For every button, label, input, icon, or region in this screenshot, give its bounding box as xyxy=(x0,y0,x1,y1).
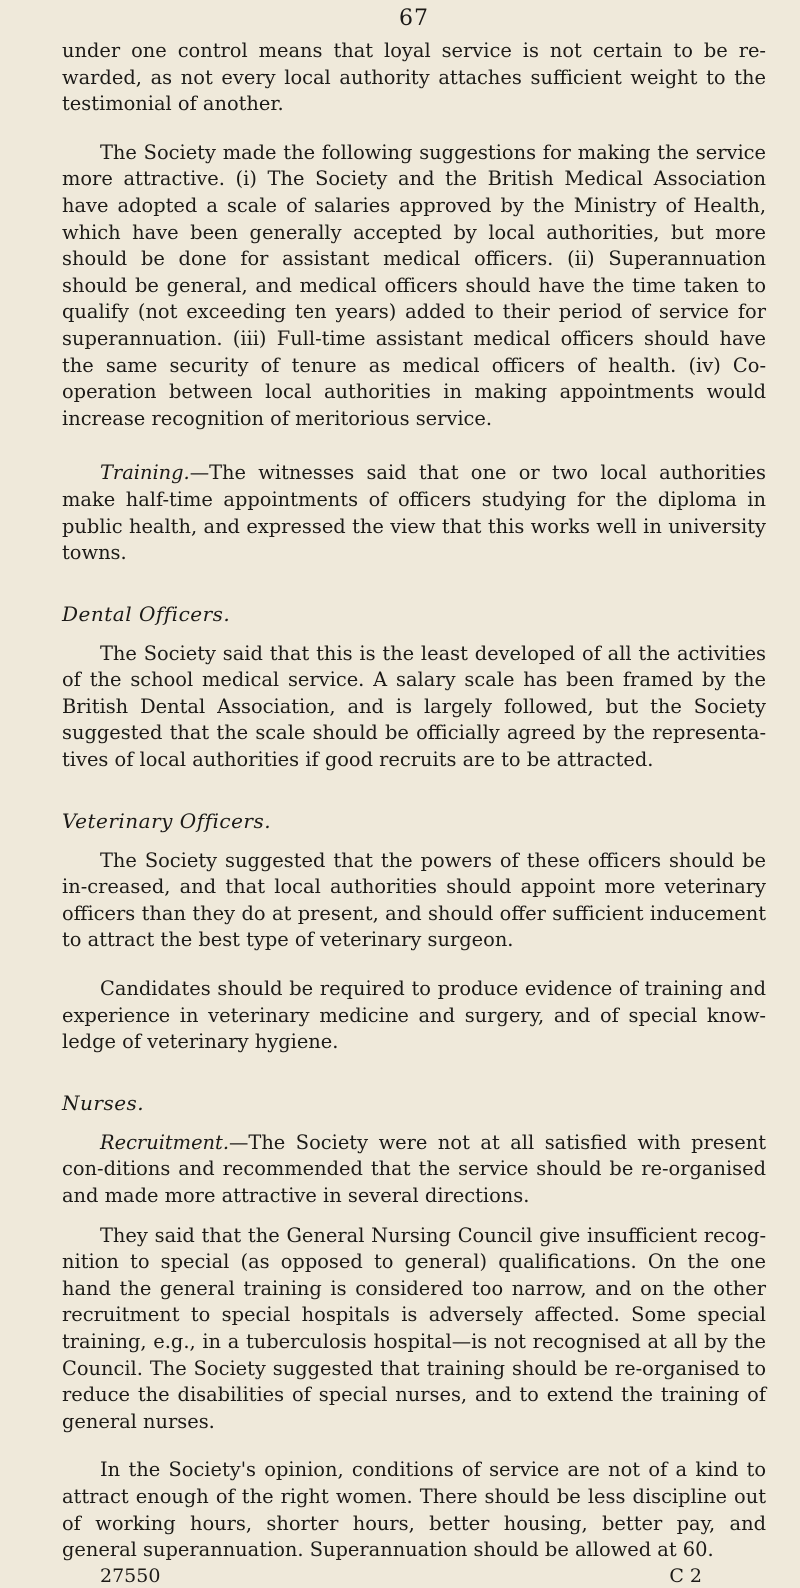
paragraph-society-suggestions: The Society made the following suggestions for making the service more attractive. (i) The Society and the British Medical Association have adopted a scale of salaries approved by the Ministry of Health, which have been generally accepted by local authorities, but more should be done for assistant medical officers. (ii) Superannuation should be general, and medical officers should have the time taken to qualify (not exceeding ten years) added to their period of service for superannuation. (iii) Full-time assistant medical officers should have the same security of tenure as medical officers of health. (iv) Co-operation between local authorities in making appointments would increase recognition of meritorious service. xyxy=(62,140,766,430)
page-footer xyxy=(62,1564,766,1588)
recruitment-text: —The Society were not at all satisfied with present con-ditions and recommended that the service should be re-organised and made more attractive in several directions. xyxy=(62,1130,766,1207)
paragraph-continuation: under one control means that loyal service is not certain to be re-warded, as not every local authority attaches sufficient weight to the testimonial of another. xyxy=(62,39,766,116)
page-number: 67 xyxy=(399,6,429,31)
paragraph-veterinary-candidates: Candidates should be required to produce evidence of training and experience in veterinary medicine and surgery, and of special know-ledge of veterinary hygiene. xyxy=(62,977,766,1054)
heading-nurses: Nurses. xyxy=(62,1090,145,1115)
training-lead: Training. xyxy=(100,461,190,485)
print-code: 27550 xyxy=(100,1564,161,1587)
paragraph-nursing-council: They said that the General Nursing Council give insufficient recog-nition to special (as opposed to general) qualifications. On the one hand the general training is considered too narrow, and on the other recruitment to special hospitals is adversely affected. Some special training, e.g., in a tuberculosis hospital—is not recognised at all by the Council. The Society suggested that training should be re-organised to reduce the disabilities of special nurses, and to extend the training of general nurses. xyxy=(62,1223,766,1433)
recruitment-lead: Recruitment. xyxy=(100,1130,229,1154)
paragraph-conditions-of-service: In the Society's opinion, conditions of service are not of a kind to attract enough of the right women. There should be less discipline out of working hours, shorter hours, better housing, better pay, and general superannuation. Superannuation should be allowed at 60. xyxy=(62,1458,766,1562)
heading-veterinary-officers: Veterinary Officers. xyxy=(62,808,272,833)
paragraph-dental: The Society said that this is the least developed of all the activities of the school medical service. A salary scale has been framed by the British Dental Association, and is largely followed, but the Society suggested that the scale should be officially agreed by the representa-tives of local authorities if good recruits are to be attracted. xyxy=(62,641,766,772)
paragraph-training xyxy=(62,460,766,566)
paragraph-recruitment xyxy=(62,1130,766,1210)
signature-mark: C 2 xyxy=(669,1564,702,1587)
heading-dental-officers: Dental Officers. xyxy=(62,601,231,626)
training-text: —The witnesses said that one or two local authorities make half-time appointments of officers studying for the diploma in public health, and expressed the view that this works well in university towns. xyxy=(62,461,766,565)
paragraph-veterinary-powers: The Society suggested that the powers of these officers should be in-creased, and that local authorities should appoint more veterinary officers than they do at present, and should offer sufficient inducement to attract the best type of veterinary surgeon. xyxy=(62,848,766,952)
